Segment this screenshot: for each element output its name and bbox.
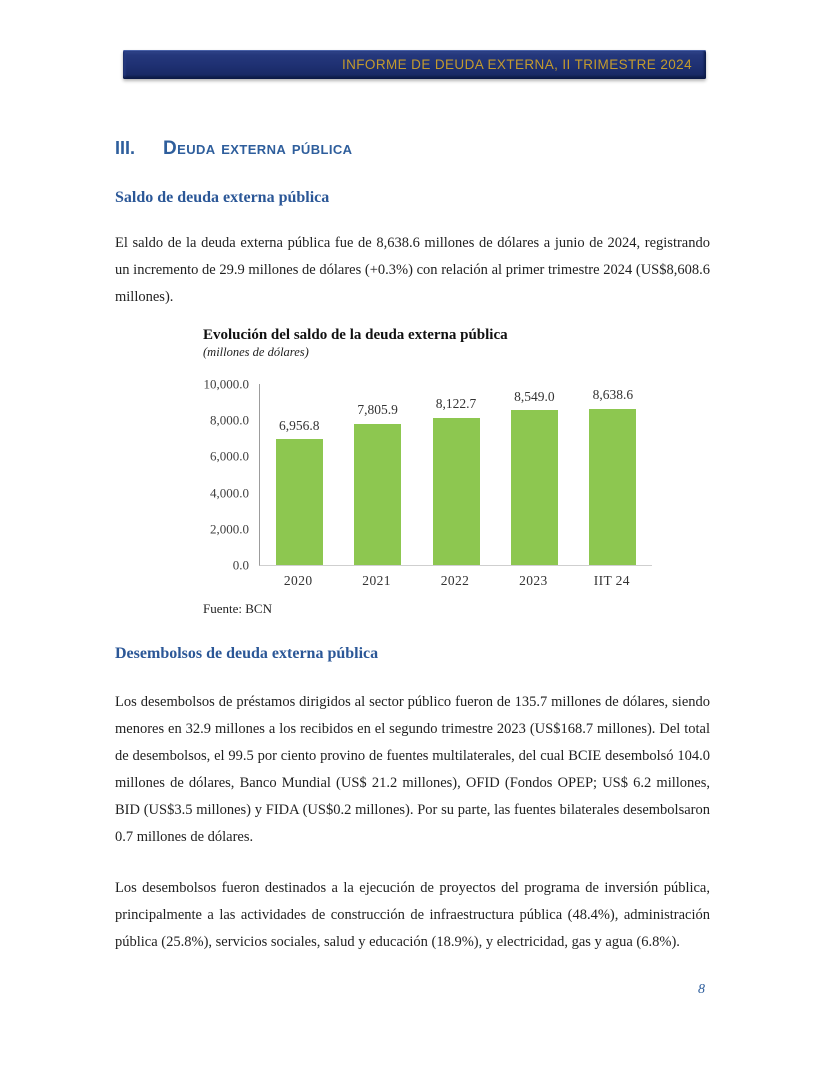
- section-title-text: Deuda externa pública: [163, 138, 353, 159]
- chart-y-tick-label: 10,000.0: [203, 376, 249, 392]
- header-banner-title: INFORME DE DEUDA EXTERNA, II TRIMESTRE 2024: [341, 57, 692, 72]
- chart-bar-group: [417, 384, 495, 565]
- chart-subtitle: (millones de dólares): [203, 345, 309, 359]
- bar-chart-figure: [203, 327, 710, 617]
- paragraph-desembolsos-2: Los desembolsos fueron destinados a la ejecución de proyectos del programa de inversión pública, principalmente a las actividades de construcción de infraestructura pública (48.4%), administración pública (25.8%), servicios sociales, salud y educación (18.9%), y electricidad, gas y agua (6.8%).: [115, 880, 710, 950]
- chart-y-tick-label: 2,000.0: [210, 521, 249, 537]
- page-number: 8: [698, 982, 705, 997]
- chart-bar-value-label: 8,122.7: [435, 396, 477, 412]
- chart-bar-2021: [354, 424, 401, 565]
- chart-bar-2020: [276, 439, 323, 565]
- subsection-heading-saldo: Saldo de deuda externa pública: [115, 189, 330, 206]
- chart-y-tick-label: 8,000.0: [210, 412, 249, 428]
- subsection-heading-desembolsos: Desembolsos de deuda externa pública: [115, 645, 379, 662]
- chart-x-tick-label: 2022: [440, 573, 470, 588]
- page-content: [115, 80, 710, 956]
- paragraph-saldo: El saldo de la deuda externa pública fue de 8,638.6 millones de dólares a junio de 2024, registrando un incremento de 29.9 millones de dólares (+0.3%) con relación al primer trimestre 2024 (US$8,608.6 millones).: [115, 235, 710, 305]
- chart-x-tick-label: 2021: [362, 573, 391, 588]
- chart-bar-group: [338, 384, 416, 565]
- chart-bar-value-label: 8,549.0: [514, 388, 555, 404]
- chart-bar-2022: [433, 418, 480, 565]
- paragraph-desembolsos-1: Los desembolsos de préstamos dirigidos al sector público fueron de 135.7 millones de dólares, siendo menores en 32.9 millones a los recibidos en el segundo trimestre 2023 (US$168.7 millones). Del total de desembolsos, el 99.5 por ciento provino de fuentes multilaterales, del cual BCIE desembolsó 104.0 millones de dólares, Banco Mundial (US$ 21.2 millones), OFID (Fondos OPEP; US$ 6.2 millones, BID (US$3.5 millones) y FIDA (US$0.2 millones). Por su parte, las fuentes bilaterales desembolsaron 0.7 millones de dólares.: [115, 694, 710, 845]
- chart-bar-value-label: 6,956.8: [278, 417, 320, 433]
- section-heading: [115, 138, 710, 160]
- chart-source: Fuente: BCN: [203, 601, 272, 616]
- chart-y-tick-label: 4,000.0: [210, 485, 249, 501]
- chart-y-tick-label: 6,000.0: [210, 448, 249, 464]
- chart-plot-area: [259, 384, 652, 566]
- chart-bar-group: [574, 384, 652, 565]
- chart-bar-value-label: 7,805.9: [357, 402, 398, 418]
- header-banner: [123, 50, 706, 79]
- chart-bar-iit-24: [589, 409, 636, 565]
- chart-y-tick-label: 0.0: [232, 557, 249, 573]
- chart-bar-2023: [511, 410, 558, 565]
- chart-x-tick-label: IIT 24: [593, 573, 630, 588]
- chart-bar-group: [495, 384, 573, 565]
- chart-bar-value-label: 8,638.6: [592, 387, 634, 403]
- chart-bar-group: [260, 384, 338, 565]
- chart-y-axis: [203, 376, 259, 573]
- chart-x-tick-label: 2023: [519, 573, 548, 588]
- chart-x-tick-label: 2020: [283, 573, 313, 588]
- chart-x-axis: [259, 573, 651, 589]
- section-number: III.: [115, 138, 136, 158]
- chart-canvas: [203, 376, 710, 573]
- chart-title: Evolución del saldo de la deuda externa pública: [203, 327, 508, 343]
